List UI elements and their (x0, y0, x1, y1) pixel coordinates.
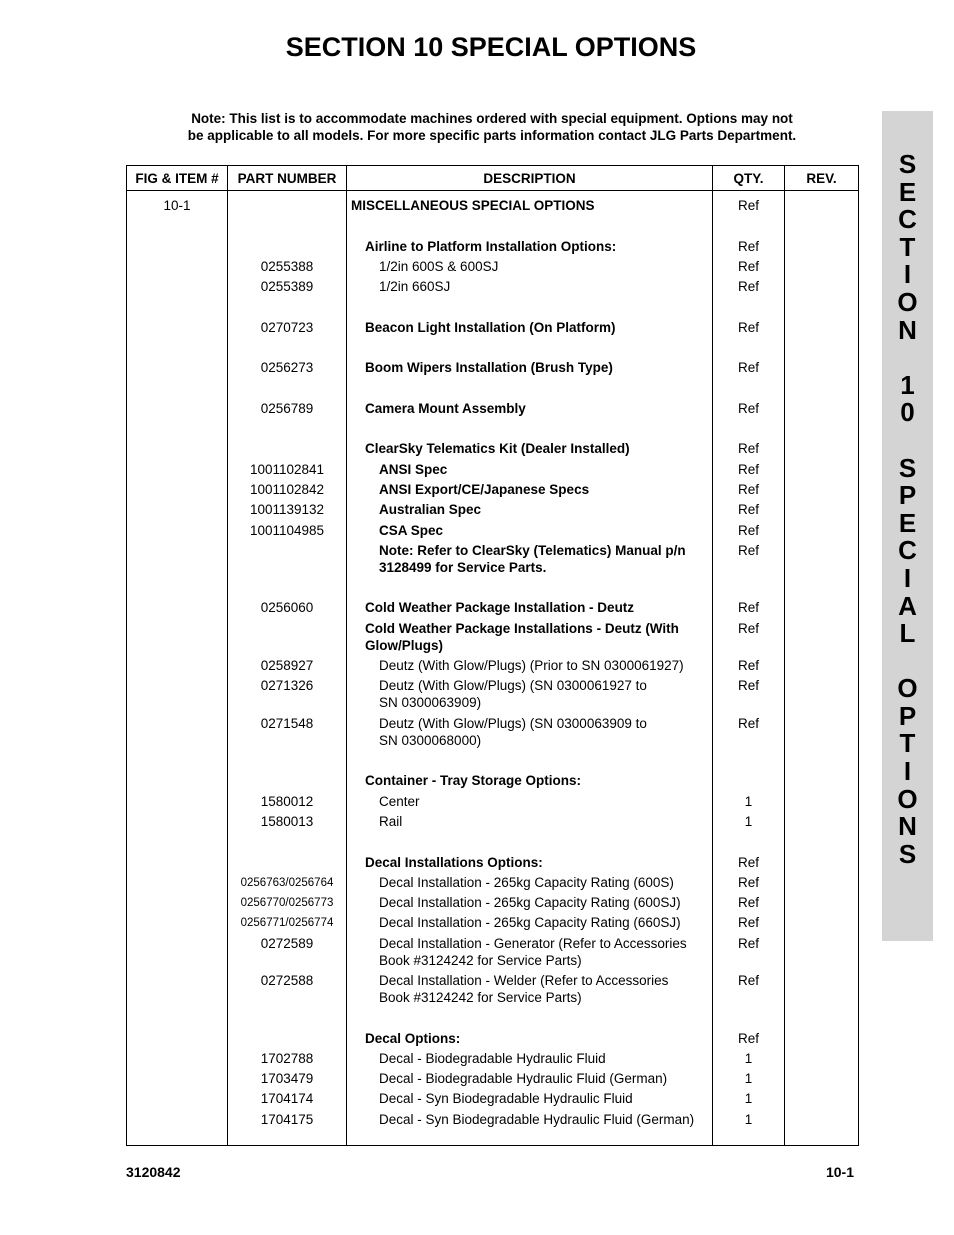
side-tab-letter: A (898, 590, 917, 621)
side-tab-letter: P (898, 700, 917, 731)
description-cell: Camera Mount Assembly (365, 401, 526, 416)
description-cell: Decal - Biodegradable Hydraulic Fluid (German) (379, 1071, 668, 1086)
description-cell: CSA Spec (379, 523, 444, 538)
part-number-cell: 1001102842 (249, 482, 325, 497)
description-cell: Cold Weather Package Installations - Deutz (With (365, 621, 679, 636)
description-cell: Decal - Syn Biodegradable Hydraulic Fluid (379, 1091, 633, 1106)
header-description: DESCRIPTION (347, 166, 713, 191)
part-column (228, 191, 347, 1146)
qty-cell: Ref (737, 523, 759, 538)
description-cell: Boom Wipers Installation (Brush Type) (365, 360, 613, 375)
description-cell-continuation: Glow/Plugs) (365, 638, 444, 653)
part-number-cell: 0255389 (260, 279, 314, 294)
note (126, 110, 858, 144)
qty-cell: Ref (737, 320, 759, 335)
description-cell-continuation: SN 0300063909) (379, 695, 482, 710)
description-cell: Decal Installation - 265kg Capacity Rating (600S) (379, 875, 674, 890)
description-cell-continuation: Book #3124242 for Service Parts) (379, 990, 582, 1005)
side-tab-letter: C (898, 204, 917, 235)
description-cell: Decal - Syn Biodegradable Hydraulic Fluid (German) (379, 1112, 695, 1127)
side-tab-letter: O (897, 783, 918, 814)
qty-cell: Ref (737, 678, 759, 693)
qty-cell: 1 (744, 1071, 753, 1086)
part-number-cell: 0256273 (260, 360, 314, 375)
qty-cell: 1 (744, 1091, 753, 1106)
description-cell: 1/2in 660SJ (379, 279, 451, 294)
qty-cell: Ref (737, 279, 759, 294)
side-tab-letter: T (899, 728, 916, 759)
description-cell: Rail (379, 814, 403, 829)
qty-cell: Ref (737, 441, 759, 456)
description-cell-continuation: Book #3124242 for Service Parts) (379, 953, 582, 968)
qty-cell: 1 (744, 814, 753, 829)
header-qty: QTY. (713, 166, 785, 191)
qty-cell: Ref (737, 915, 759, 930)
side-tab-letter: T (899, 231, 916, 262)
part-number-cell: 0258927 (260, 658, 314, 673)
table-header-row (127, 166, 859, 191)
side-tab-letter: E (898, 507, 917, 538)
description-cell: Australian Spec (379, 502, 482, 517)
header-fig-item: FIG & ITEM # (127, 166, 228, 191)
description-cell: Deutz (With Glow/Plugs) (Prior to SN 0300061927) (379, 658, 684, 673)
side-tab-letter: E (898, 176, 917, 207)
note-line-2: be applicable to all models. For more specific parts information contact JLG Parts Department. (187, 128, 797, 143)
side-tab-letter: S (898, 149, 917, 179)
part-number-cell: 1001102841 (249, 462, 325, 477)
side-tab-letter: O (897, 673, 918, 704)
part-number-cell: 0256789 (260, 401, 314, 416)
qty-cell: Ref (737, 198, 759, 213)
part-number-cell: 0256763/0256764 (240, 877, 334, 889)
qty-cell: Ref (737, 973, 759, 988)
qty-cell: Ref (737, 895, 759, 910)
page-title: SECTION 10 SPECIAL OPTIONS (285, 32, 697, 62)
qty-cell: Ref (737, 600, 759, 615)
qty-cell: 1 (744, 1051, 753, 1066)
qty-cell: Ref (737, 543, 759, 558)
description-cell: Deutz (With Glow/Plugs) (SN 0300061927 to (379, 678, 647, 693)
part-number-cell: 0270723 (260, 320, 314, 335)
description-cell: Decal Installation - Welder (Refer to Accessories (379, 973, 669, 988)
parts-table (126, 165, 859, 1146)
side-tab-letter: O (897, 286, 918, 317)
part-number-cell: 1704175 (260, 1112, 314, 1127)
description-cell-continuation: 3128499 for Service Parts. (379, 560, 547, 575)
part-number-cell: 1001139132 (249, 502, 325, 517)
qty-cell: 1 (744, 1112, 753, 1127)
table-body-row (127, 191, 859, 1146)
description-cell: 1/2in 600S & 600SJ (379, 259, 499, 274)
description-cell: Deutz (With Glow/Plugs) (SN 0300063909 to (379, 716, 647, 731)
qty-cell: Ref (737, 658, 759, 673)
qty-cell: Ref (737, 936, 759, 951)
description-cell: Decal Installation - Generator (Refer to Accessories (379, 936, 687, 951)
part-number-cell: 0272588 (260, 973, 314, 988)
side-tab-letter: I (903, 756, 912, 787)
part-number-cell: 1580013 (260, 814, 314, 829)
part-number-cell: 1580012 (260, 794, 314, 809)
description-cell: Center (379, 794, 420, 809)
side-tab-letter: C (898, 535, 917, 566)
header-rev: REV. (785, 166, 859, 191)
part-number-cell: 1704174 (260, 1091, 314, 1106)
description-cell: Decal - Biodegradable Hydraulic Fluid (379, 1051, 606, 1066)
side-tab-letter: 0 (900, 397, 915, 428)
note-line-1: Note: This list is to accommodate machines ordered with special equipment. Options may not (191, 111, 793, 126)
qty-cell: Ref (737, 502, 759, 517)
part-number-cell: 0256770/0256773 (240, 897, 334, 909)
header-part-number: PART NUMBER (228, 166, 347, 191)
description-cell: Decal Installation - 265kg Capacity Rating (600SJ) (379, 895, 681, 910)
qty-cell: Ref (737, 621, 759, 636)
rev-column (785, 191, 859, 1146)
qty-cell: Ref (737, 401, 759, 416)
qty-cell: Ref (737, 716, 759, 731)
footer-page-number: 10-1 (825, 1164, 854, 1180)
part-number-cell: 0256771/0256774 (240, 917, 334, 929)
qty-cell: Ref (737, 360, 759, 375)
description-cell: ANSI Spec (379, 462, 448, 477)
qty-cell: Ref (737, 482, 759, 497)
side-tab-letter: S (898, 452, 917, 483)
part-number-cell: 1702788 (260, 1051, 314, 1066)
description-cell: Beacon Light Installation (On Platform) (365, 320, 616, 335)
description-cell: Decal Installation - 265kg Capacity Rating (660SJ) (379, 915, 681, 930)
qty-cell: Ref (737, 875, 759, 890)
side-tab-letter: P (898, 480, 917, 511)
qty-cell: Ref (737, 259, 759, 274)
part-number-cell: 0256060 (260, 600, 314, 615)
qty-cell: Ref (737, 462, 759, 477)
qty-cell: Ref (737, 239, 759, 254)
desc-column (347, 191, 713, 1146)
description-cell: Decal Installations Options: (365, 855, 543, 870)
description-cell-continuation: SN 0300068000) (379, 733, 482, 748)
description-cell: Decal Options: (365, 1031, 461, 1046)
footer-doc-number: 3120842 (126, 1164, 181, 1180)
fig-column (127, 191, 228, 1146)
side-tab-letter: I (903, 259, 912, 290)
description-cell: Airline to Platform Installation Options: (365, 239, 617, 254)
qty-cell: Ref (737, 1031, 759, 1046)
section-side-tab (882, 111, 933, 941)
part-number-cell: 1703479 (260, 1071, 314, 1086)
fig-item-cell: 10-1 (163, 198, 191, 213)
part-number-cell: 0271548 (260, 716, 314, 731)
side-tab-letter: 1 (900, 369, 915, 400)
side-tab-letter: I (903, 562, 912, 593)
side-tab-letter: L (899, 618, 916, 649)
part-number-cell: 0255388 (260, 259, 314, 274)
qty-cell: 1 (744, 794, 753, 809)
side-tab-letter: N (898, 314, 917, 345)
description-cell: Cold Weather Package Installation - Deutz (365, 600, 635, 615)
side-tab-letter: S (898, 838, 917, 869)
qty-column (713, 191, 785, 1146)
part-number-cell: 0272589 (260, 936, 314, 951)
part-number-cell: 1001104985 (249, 523, 325, 538)
description-cell: MISCELLANEOUS SPECIAL OPTIONS (351, 198, 595, 213)
side-tab-letter: N (898, 811, 917, 842)
description-cell: Container - Tray Storage Options: (365, 773, 582, 788)
qty-cell: Ref (737, 855, 759, 870)
description-cell: Note: Refer to ClearSky (Telematics) Manual p/n (379, 543, 686, 558)
description-cell: ClearSky Telematics Kit (Dealer Installed) (365, 441, 630, 456)
part-number-cell: 0271326 (260, 678, 314, 693)
description-cell: ANSI Export/CE/Japanese Specs (379, 482, 590, 497)
